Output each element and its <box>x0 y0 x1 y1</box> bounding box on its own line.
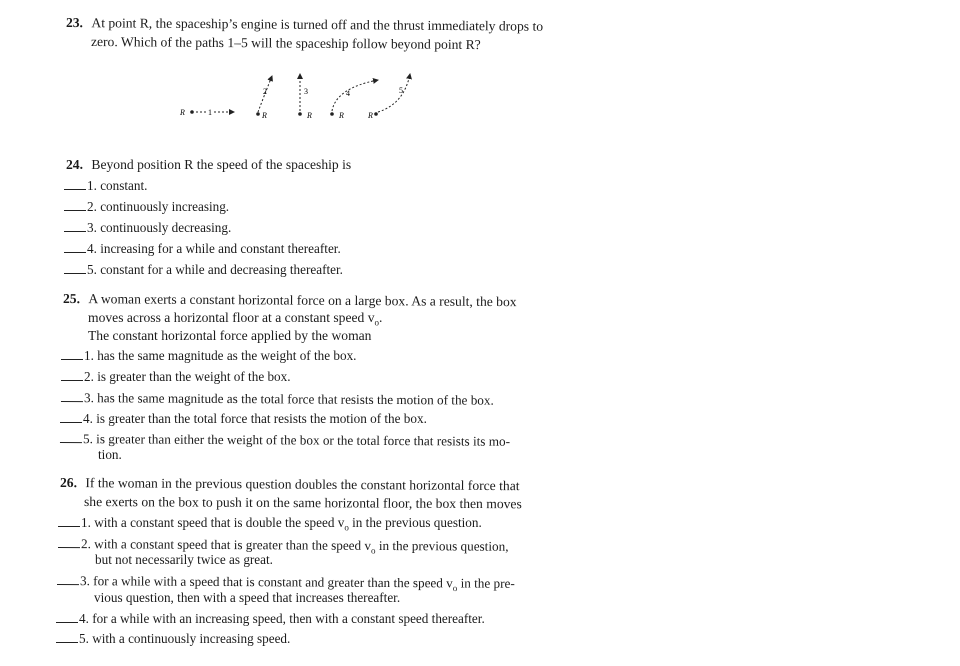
q26-option-2-continued: but not necessarily twice as great. <box>95 552 273 567</box>
answer-blank[interactable] <box>60 410 82 423</box>
path-5 <box>367 74 410 120</box>
q24-option-2: 2. continuously increasing. <box>64 198 229 215</box>
answer-blank[interactable] <box>56 610 78 623</box>
path-1-label: 1 <box>208 108 212 117</box>
q26-line1 <box>60 474 520 495</box>
path-2 <box>256 76 272 120</box>
q23-number: 23. <box>65 15 84 31</box>
answer-blank[interactable] <box>58 514 80 527</box>
q23-line2 <box>91 33 481 54</box>
q24-option-5: 5. constant for a while and decreasing thereafter. <box>64 261 343 278</box>
answer-blank[interactable] <box>64 198 86 211</box>
answer-blank[interactable] <box>60 430 82 443</box>
answer-blank[interactable] <box>61 389 83 402</box>
answer-blank[interactable] <box>64 177 86 190</box>
q24-option-4: 4. increasing for a while and constant thereafter. <box>64 240 341 257</box>
answer-blank[interactable] <box>64 261 86 274</box>
path-1-point-label: R <box>180 108 185 117</box>
path-2-label: 2 <box>263 87 267 96</box>
q26-line2: she exerts on the box to push it on the same horizontal floor, the box then moves <box>83 494 522 512</box>
answer-blank[interactable] <box>56 630 78 643</box>
q25-text-line1: A woman exerts a constant horizontal force on a large box. As a result, the box <box>88 291 517 310</box>
q25-option-1: 1. has the same magnitude as the weight of the box. <box>61 347 356 364</box>
q23-text-line2: zero. Which of the paths 1–5 will the spaceship follow beyond point R? <box>90 34 481 53</box>
q26-option-2: 2. with a constant speed that is greater than the speed $v_o$ in the previous question, <box>58 535 509 560</box>
path-3 <box>298 74 312 120</box>
q26-text-line1: If the woman in the previous question doubles the constant horizontal force that <box>85 475 520 494</box>
path-5-point-label: R <box>368 111 373 120</box>
answer-blank[interactable] <box>61 368 83 381</box>
answer-blank[interactable] <box>64 219 86 232</box>
path-4-label: 4 <box>346 89 350 98</box>
q24-number: 24. <box>66 157 83 172</box>
q25-option-5: 5. is greater than either the weight of the box or the total force that resists its mo- <box>60 430 510 450</box>
path-3-point-label: R <box>307 111 312 120</box>
q25-option-4: 4. is greater than the total force that resists the motion of the box. <box>60 410 427 427</box>
q24-option-1: 1. constant. <box>64 177 147 194</box>
q26-option-3: 3. for a while with a speed that is constant and greater than the speed $v_o$ in the pre- <box>57 572 515 597</box>
path-3-label: 3 <box>304 87 308 96</box>
path-4-point-label: R <box>339 111 344 120</box>
q26-option-5: 5. with a continuously increasing speed. <box>56 630 290 647</box>
answer-blank[interactable] <box>61 347 83 360</box>
q24-option-3: 3. continuously decreasing. <box>64 219 231 236</box>
q25-line1 <box>63 290 517 311</box>
path-2-point-label: R <box>262 111 267 120</box>
path-5-label: 5 <box>399 86 403 95</box>
q23-text-line1: At point R, the spaceship’s engine is turned off and the thrust immediately drops to <box>91 15 544 34</box>
q25-option-5-continued: tion. <box>98 447 122 462</box>
q26-option-4: 4. for a while with an increasing speed, then with a constant speed thereafter. <box>56 610 485 627</box>
q26-number: 26. <box>59 475 78 491</box>
spaceship-paths-diagram <box>176 68 436 126</box>
q25-line3: The constant horizontal force applied by the woman <box>88 328 372 343</box>
q26-option-1: 1. with a constant speed that is double the speed $v_o$ in the previous question. <box>58 514 482 537</box>
q25-option-3: 3. has the same magnitude as the total force that resists the motion of the box. <box>61 389 494 409</box>
answer-blank[interactable] <box>58 535 80 548</box>
path-1 <box>179 108 234 117</box>
q24-stem-text: Beyond position R the speed of the spaceship is <box>91 157 352 172</box>
answer-blank[interactable] <box>64 240 86 253</box>
q26-option-3-continued: vious question, then with a speed that increases thereafter. <box>94 590 401 605</box>
q25-line2: moves across a horizontal floor at a constant speed $v_o$. <box>88 310 383 328</box>
q24-stem <box>66 156 351 174</box>
q25-number: 25. <box>62 291 81 307</box>
q25-option-2: 2. is greater than the weight of the box. <box>61 368 291 385</box>
answer-blank[interactable] <box>57 572 79 585</box>
